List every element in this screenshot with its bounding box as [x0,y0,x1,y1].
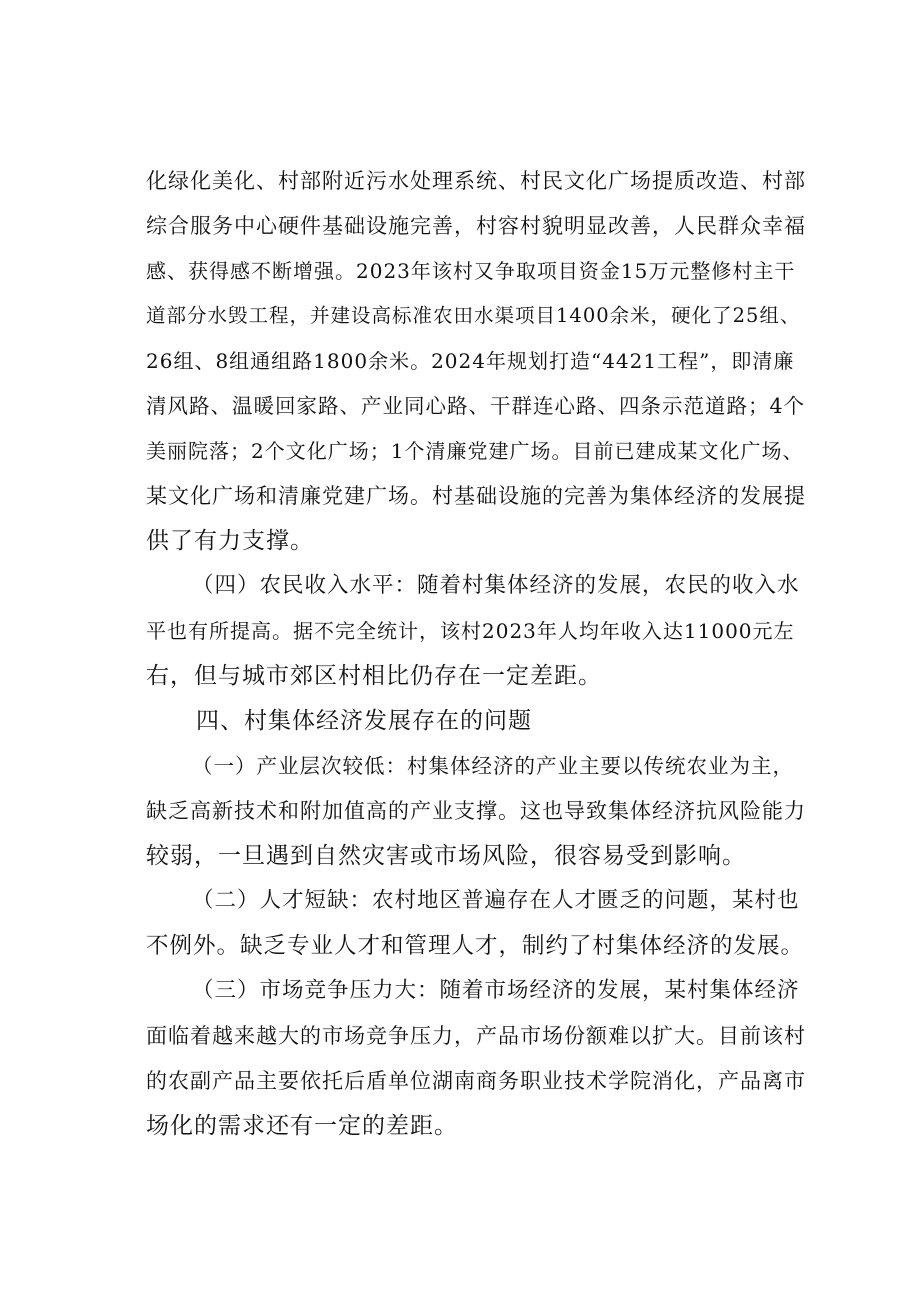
paragraph-line: 化绿化美化、村部附近污水处理系统、村民文化广场提质改造、村部 [146,169,806,193]
paragraph-line: 某文化广场和清廉党建广场。村基础设施的完善为集体经济的发展提 [146,484,806,508]
paragraph-line: 平也有所提高。据不完全统计，该村2023年人均年收入达11000元左 [146,619,795,643]
paragraph-line: 面临着越来越大的市场竞争压力，产品市场份额难以扩大。目前该村 [146,1024,806,1048]
paragraph-line: 较弱，一旦遇到自然灾害或市场风险，很容易受到影响。 [146,843,746,869]
paragraph-line: 感、获得感不断增强。2023年该村又争取项目资金15万元整修村主干 [146,259,796,283]
paragraph-line: 综合服务中心硬件基础设施完善，村容村貌明显改善，人民群众幸福 [146,214,806,238]
paragraph-line: （四）农民收入水平：随着村集体经济的发展，农民的收入水 [192,573,800,598]
paragraph-line: 的农副产品主要依托后盾单位湖南商务职业技术学院消化，产品离市 [146,1069,806,1093]
paragraph-line: 不例外。缺乏专业人才和管理人才，制约了村集体经济的发展。 [146,933,805,959]
paragraph-line: （二）人才短缺：农村地区普遍存在人才匮乏的问题，某村也 [192,888,800,913]
paragraph-line: 场化的需求还有一定的差距。 [146,1113,458,1139]
paragraph-line: 缺乏高新技术和附加值高的产业支撑。这也导致集体经济抗风险能力 [146,799,806,823]
paragraph-line: （三）市场竞争压力大：随着市场经济的发展，某村集体经济 [192,978,800,1003]
paragraph-line: 26组、8组通组路1800余米。2024年规划打造“4421工程”，即清廉 [146,349,795,373]
paragraph-line: 清风路、温暖回家路、产业同心路、干群连心路、四条示范道路；4个 [146,394,806,418]
section-heading: 四、村集体经济发展存在的问题 [196,708,532,734]
paragraph-line: 美丽院落；2个文化广场；1个清廉党建广场。目前已建成某文化广场、 [146,439,804,463]
paragraph-line: （一）产业层次较低：村集体经济的产业主要以传统农业为主， [192,754,794,778]
paragraph-line: 供了有力支撑。 [146,528,314,554]
paragraph-line: 右，但与城市郊区村相比仍存在一定差距。 [146,663,602,689]
paragraph-line: 道部分水毁工程，并建设高标准农田水渠项目1400余米，硬化了25组、 [146,304,801,327]
